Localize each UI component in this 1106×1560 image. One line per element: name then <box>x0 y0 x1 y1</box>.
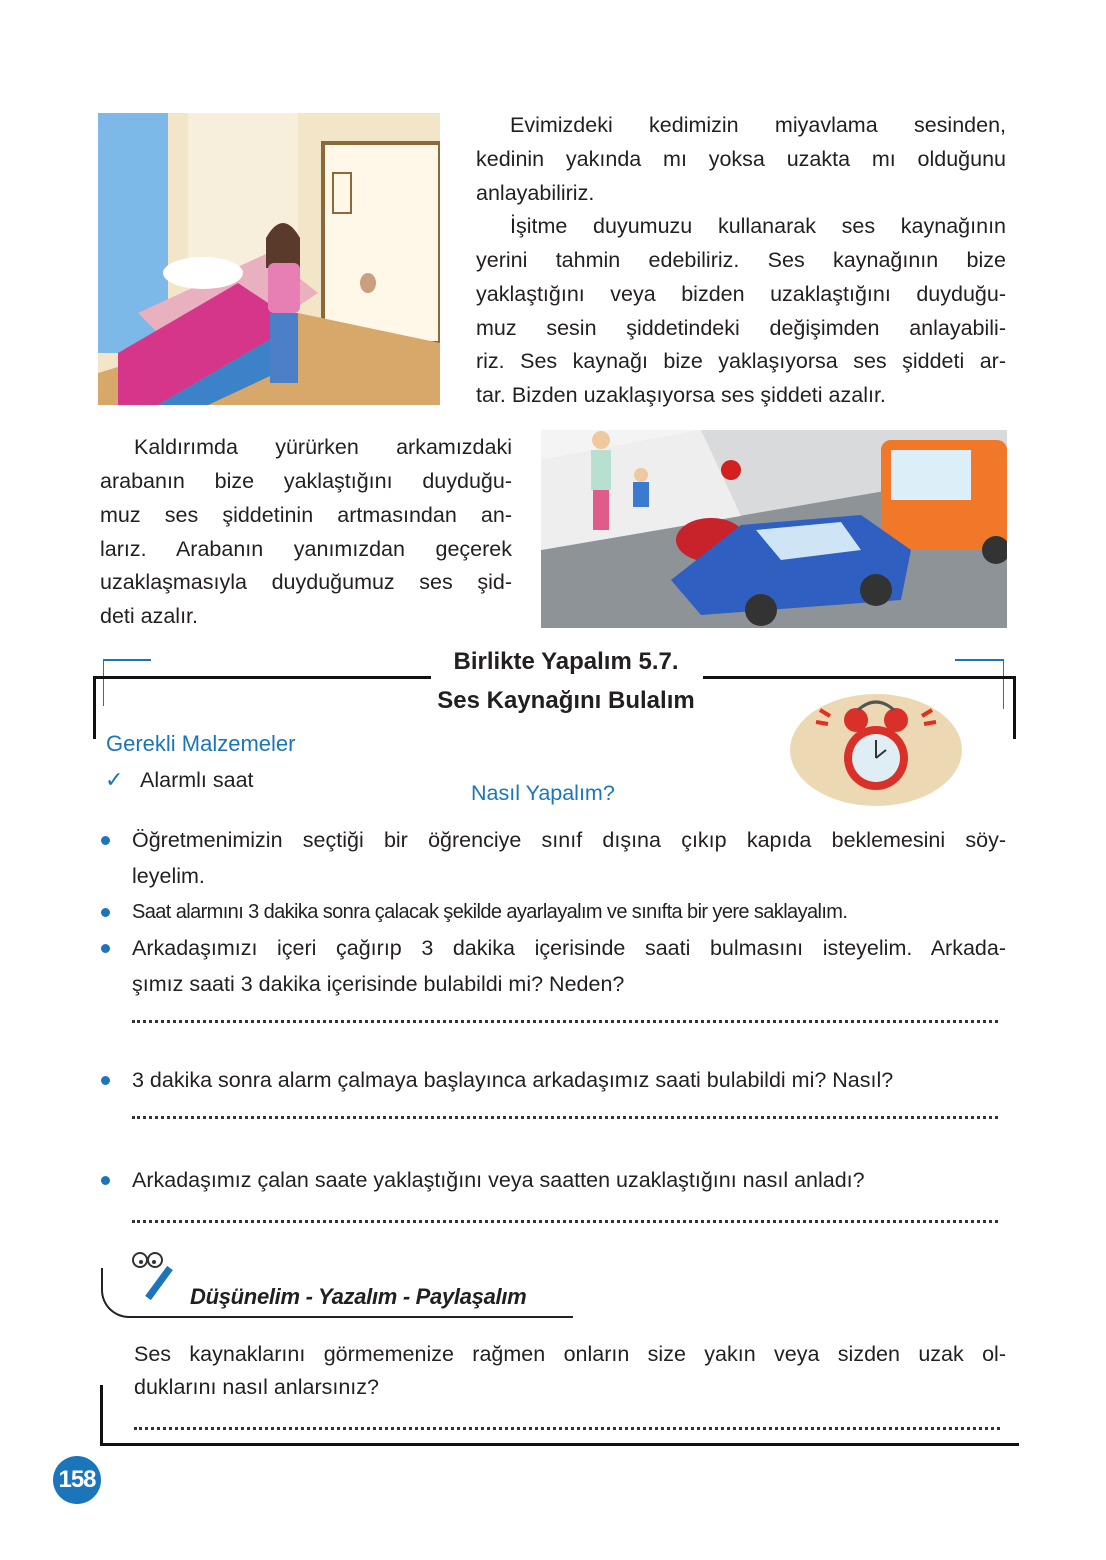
answer-line[interactable] <box>134 1427 1000 1430</box>
step-line: şımız saati 3 dakika içerisinde bulabildi mi? Neden? <box>132 972 625 996</box>
think-heading: Düşünelim - Yazalım - Paylaşalım <box>190 1284 527 1309</box>
intro-para3-line: deti azalır. <box>100 604 198 628</box>
page-number-badge <box>53 1456 101 1504</box>
intro-para2-line: yaklaştığını veya bizden uzaklaştığını duyduğu- <box>476 282 1006 306</box>
intro-para1-line: Evimizdeki kedimizin miyavlama sesinden, <box>510 113 1006 137</box>
thinking-pencil-icon <box>128 1248 184 1304</box>
think-box-border <box>100 1385 1019 1446</box>
bedroom-illustration <box>98 113 440 405</box>
step-line: Öğretmenimizin seçtiği bir öğrenciye sınıf dışına çıkıp kapıda beklemesini söy- <box>132 828 1006 852</box>
bullet-icon <box>101 1076 110 1085</box>
intro-para1-line: kedinin yakında mı yoksa uzakta mı olduğunu <box>476 147 1006 171</box>
bullet-icon <box>101 1176 110 1185</box>
intro-para3-line: larız. Arabanın yanımızdan geçerek <box>100 537 512 561</box>
material-item: Alarmlı saat <box>140 768 254 792</box>
intro-para3-line: muz ses şiddetinin artmasından an- <box>100 503 512 527</box>
step-line: Saat alarmını 3 dakika sonra çalacak şekilde ayarlayalım ve sınıfta bir yere saklayalım. <box>132 901 848 923</box>
intro-para2-line: İşitme duyumuzu kullanarak ses kaynağının <box>510 214 1006 238</box>
think-question-line: duklarını nasıl anlarsınız? <box>134 1375 379 1399</box>
bullet-icon <box>101 944 110 953</box>
step-line: Arkadaşımız çalan saate yaklaştığını veya saatten uzaklaştığını nasıl anladı? <box>132 1168 865 1192</box>
think-question-line: Ses kaynaklarını görmemenize rağmen onların size yakın veya sizden uzak ol- <box>134 1342 1006 1366</box>
intro-para3-line: uzaklaşmasıyla duyduğumuz ses şid- <box>100 570 512 594</box>
intro-para2-line: yerini tahmin edebiliriz. Ses kaynağının bize <box>476 248 1006 272</box>
activity-subtitle: Ses Kaynağını Bulalım <box>437 687 695 714</box>
answer-line[interactable] <box>132 1020 998 1023</box>
answer-line[interactable] <box>132 1220 998 1223</box>
alarm-clock-icon <box>790 690 962 810</box>
step-line: leyelim. <box>132 864 205 888</box>
activity-title: Birlikte Yapalım 5.7. <box>453 648 679 675</box>
intro-para3-line: arabanın bize yaklaştığını duyduğu- <box>100 469 512 493</box>
intro-para2-line: tar. Bizden uzaklaşıyorsa ses şiddeti azalır. <box>476 383 886 407</box>
intro-para1-line: anlayabiliriz. <box>476 181 595 205</box>
materials-heading: Gerekli Malzemeler <box>106 731 296 756</box>
intro-para2-line: muz sesin şiddetindeki değişimden anlayabili- <box>476 316 1006 340</box>
intro-para2-line: riz. Ses kaynağı bize yaklaşıyorsa ses şiddeti ar- <box>476 349 1006 373</box>
intro-para3-line: Kaldırımda yürürken arkamızdaki <box>134 435 512 459</box>
page-number: 158 <box>58 1466 96 1493</box>
answer-line[interactable] <box>132 1116 998 1119</box>
how-heading: Nasıl Yapalım? <box>471 781 615 805</box>
bullet-icon <box>101 908 110 917</box>
street-illustration <box>541 430 1007 628</box>
check-icon: ✓ <box>105 767 124 792</box>
step-line: 3 dakika sonra alarm çalmaya başlayınca arkadaşımız saati bulabildi mi? Nasıl? <box>132 1068 894 1092</box>
step-line: Arkadaşımızı içeri çağırıp 3 dakika içerisinde saati bulmasını isteyelim. Arkada- <box>132 936 1006 960</box>
bullet-icon <box>101 836 110 845</box>
